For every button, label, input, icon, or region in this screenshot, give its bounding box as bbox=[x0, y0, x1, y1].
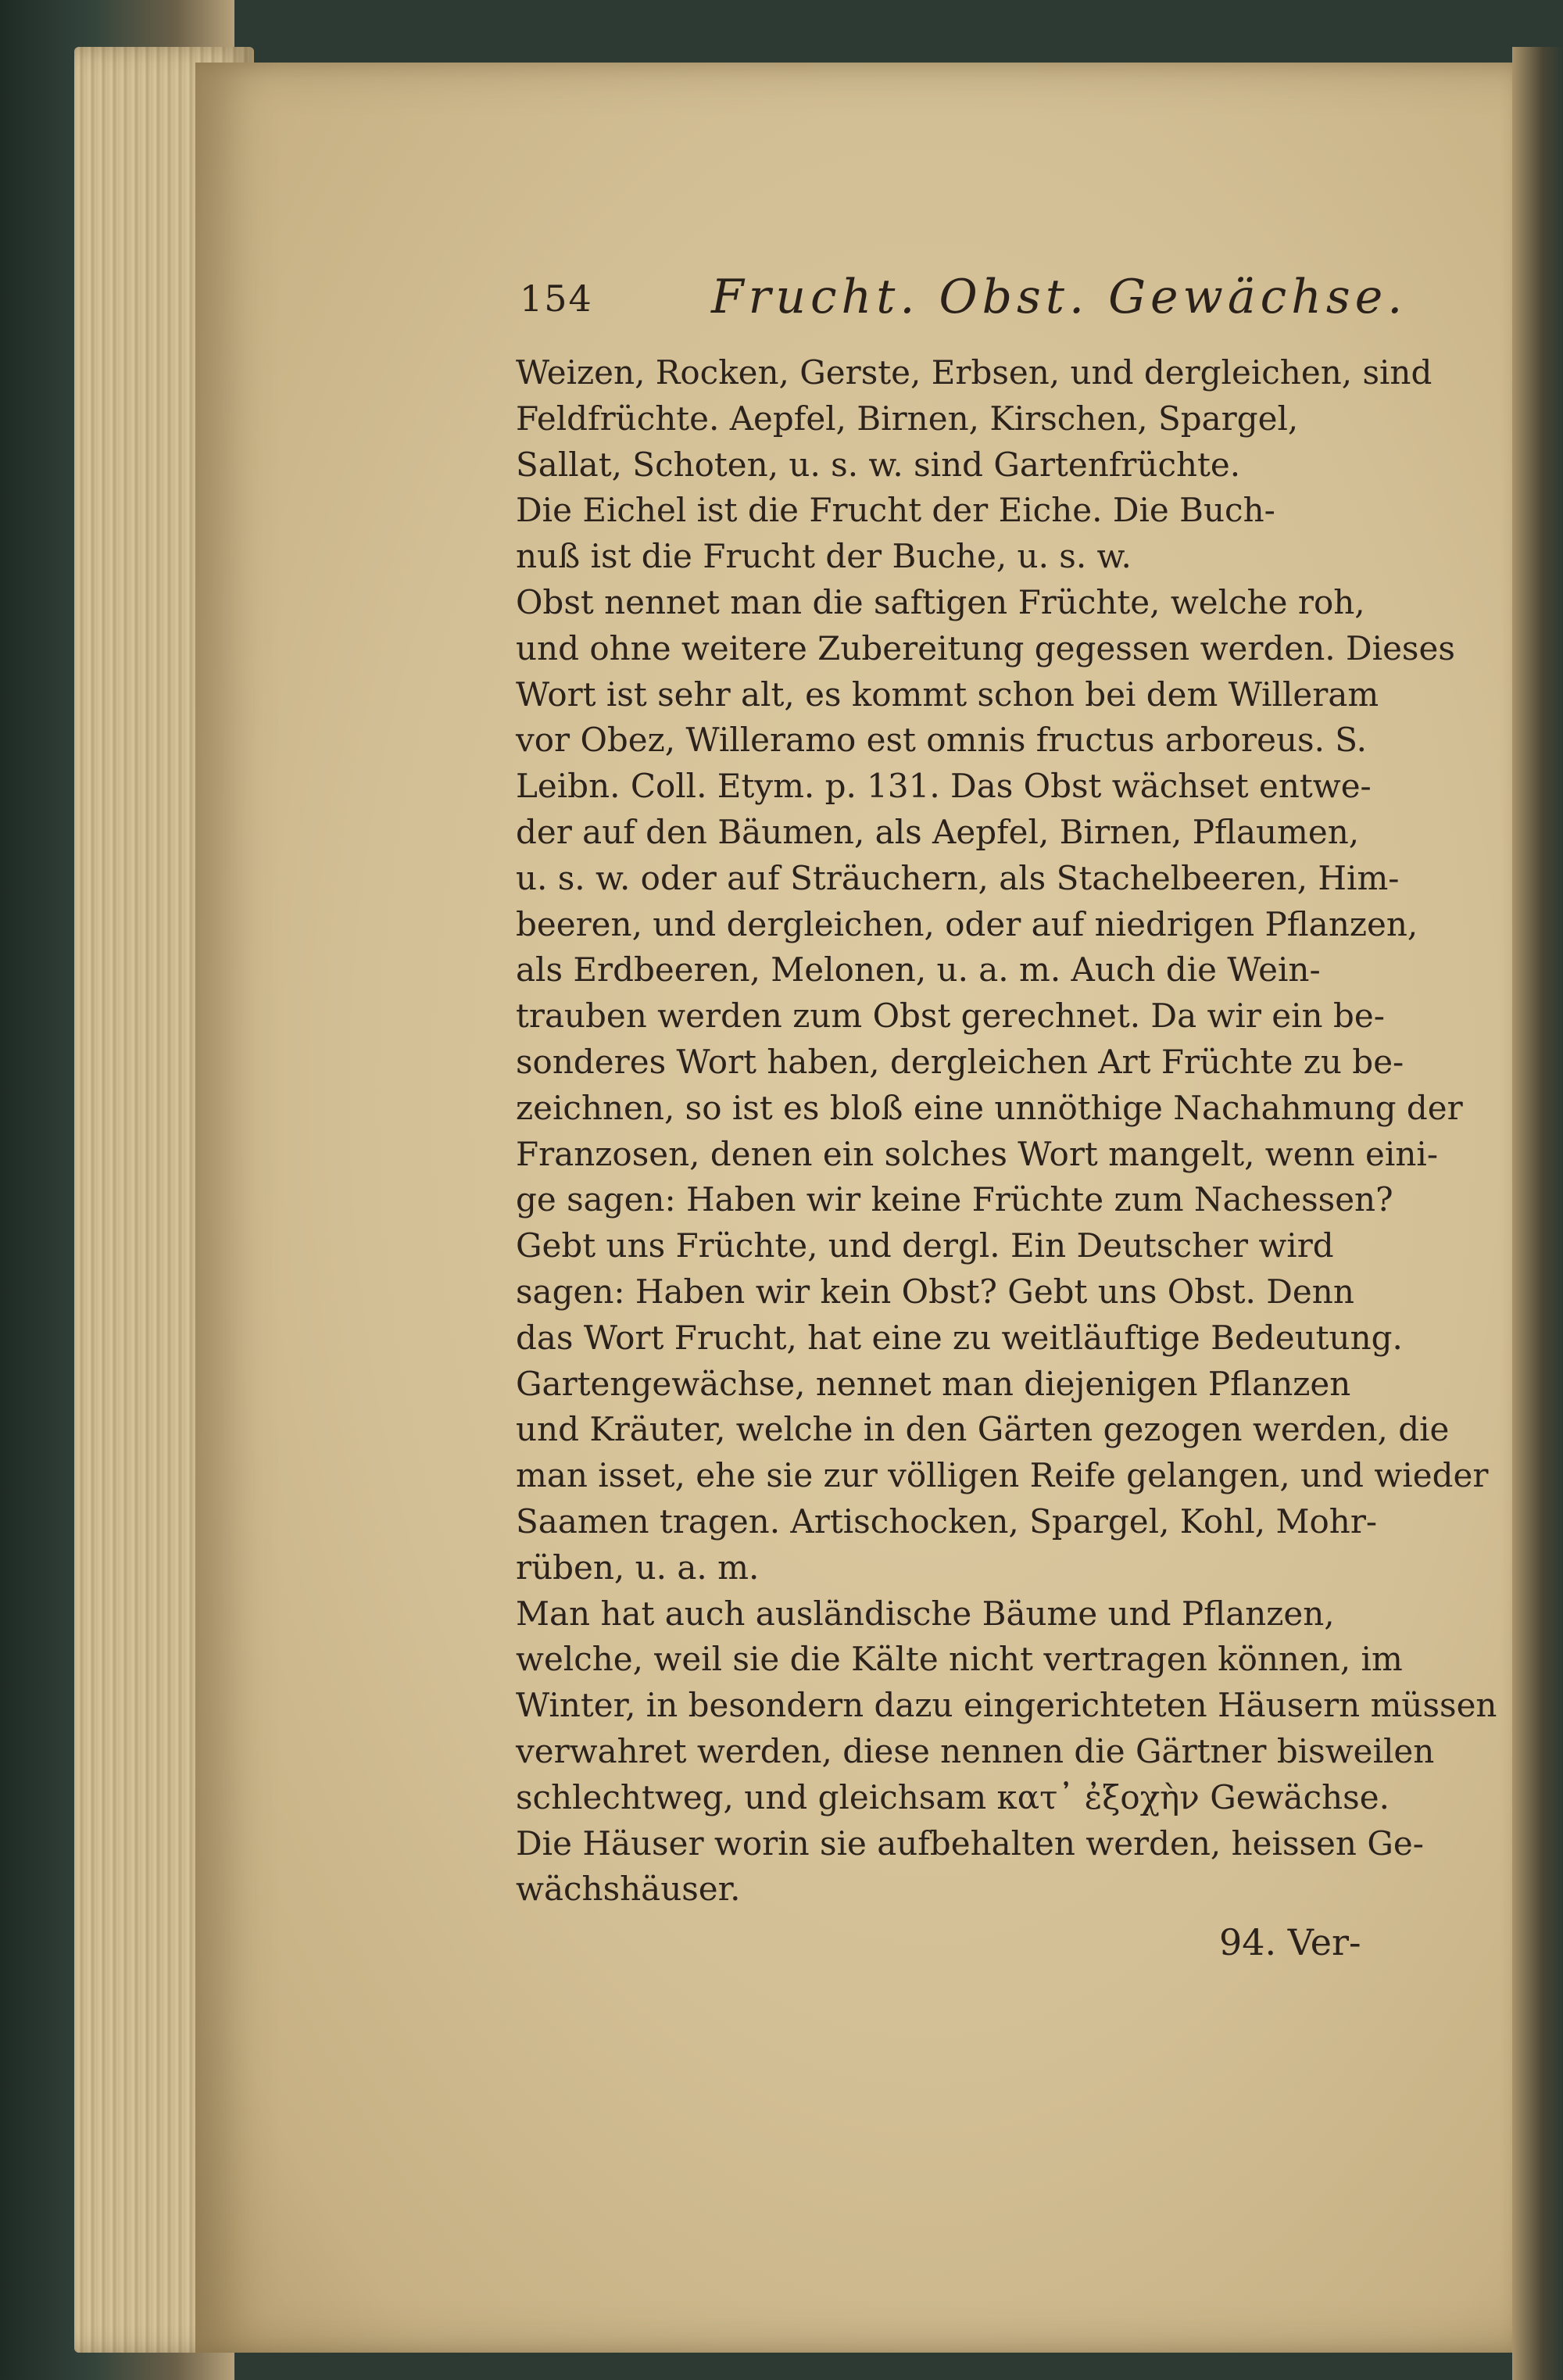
text-line: Die Häuser worin sie aufbehalten werden, heissen Ge- bbox=[516, 1823, 1424, 1863]
text-line: und ohne weitere Zubereitung gegessen werden. Dieses bbox=[516, 628, 1455, 667]
text-line: man isset, ehe sie zur völligen Reife gelangen, und wieder bbox=[516, 1456, 1489, 1495]
text-line: u. s. w. oder auf Sträuchern, als Stachelbeeren, Him- bbox=[516, 858, 1400, 897]
text-line: und Kräuter, welche in den Gärten gezogen werden, die bbox=[516, 1410, 1450, 1449]
body-text bbox=[516, 350, 1497, 1913]
running-head bbox=[520, 270, 1457, 340]
text-line: trauben werden zum Obst gerechnet. Da wir ein be- bbox=[516, 997, 1385, 1036]
text-line: als Erdbeeren, Melonen, u. a. m. Auch die Wein- bbox=[516, 950, 1321, 990]
text-line: Franzosen, denen ein solches Wort mangelt, wenn eini- bbox=[516, 1134, 1439, 1173]
text-line: der auf den Bäumen, als Aepfel, Birnen, Pflaumen, bbox=[516, 812, 1360, 851]
text-line: welche, weil sie die Kälte nicht vertragen können, im bbox=[516, 1640, 1403, 1679]
text-line: Wort ist sehr alt, es kommt schon bei dem Willeram bbox=[516, 675, 1379, 714]
text-line: Sallat, Schoten, u. s. w. sind Gartenfrüchte. bbox=[516, 445, 1241, 484]
text-line: vor Obez, Willeramo est omnis fructus arboreus. S. bbox=[516, 721, 1367, 760]
text-line: wächshäuser. bbox=[516, 1870, 741, 1909]
text-line: Saamen tragen. Artischocken, Spargel, Kohl, Mohr- bbox=[516, 1501, 1378, 1541]
text-line: schlechtweg, und gleichsam κατ᾽ ἐξοχὴν Gewächse. bbox=[516, 1777, 1390, 1816]
text-line: sonderes Wort haben, dergleichen Art Früchte zu be- bbox=[516, 1042, 1404, 1081]
text-line: Winter, in besondern dazu eingerichteten Häusern müssen bbox=[516, 1686, 1497, 1725]
text-line: Weizen, Rocken, Gerste, Erbsen, und dergleichen, sind bbox=[516, 353, 1432, 392]
text-line: verwahret werden, diese nennen die Gärtner bisweilen bbox=[516, 1731, 1435, 1770]
text-line: ge sagen: Haben wir keine Früchte zum Nachessen? bbox=[516, 1180, 1393, 1219]
gutter-shadow bbox=[1512, 47, 1563, 2380]
text-line: Die Eichel ist die Frucht der Eiche. Die Buch- bbox=[516, 491, 1275, 530]
text-line: beeren, und dergleichen, oder auf niedrigen Pflanzen, bbox=[516, 904, 1418, 943]
text-line: zeichnen, so ist es bloß eine unnöthige Nachahmung der bbox=[516, 1088, 1463, 1127]
text-line: Obst nennet man die saftigen Früchte, welche roh, bbox=[516, 582, 1365, 621]
text-line: sagen: Haben wir kein Obst? Gebt uns Obst. Denn bbox=[516, 1272, 1354, 1311]
text-line: Leibn. Coll. Etym. p. 131. Das Obst wächset entwe- bbox=[516, 767, 1372, 806]
text-line: Man hat auch ausländische Bäume und Pflanzen, bbox=[516, 1594, 1335, 1633]
page-number: 154 bbox=[520, 277, 593, 320]
catchword: 94. Ver- bbox=[1219, 1921, 1361, 1963]
running-title: Frucht. Obst. Gewächse. bbox=[711, 270, 1407, 324]
text-line: nuß ist die Frucht der Buche, u. s. w. bbox=[516, 537, 1132, 576]
text-line: Gebt uns Früchte, und dergl. Ein Deutscher wird bbox=[516, 1226, 1334, 1265]
text-line: rüben, u. a. m. bbox=[516, 1548, 760, 1587]
text-line: Gartengewächse, nennet man diejenigen Pflanzen bbox=[516, 1364, 1351, 1403]
text-line: Feldfrüchte. Aepfel, Birnen, Kirschen, Spargel, bbox=[516, 399, 1299, 438]
text-line: das Wort Frucht, hat eine zu weitläuftige Bedeutung. bbox=[516, 1318, 1403, 1357]
